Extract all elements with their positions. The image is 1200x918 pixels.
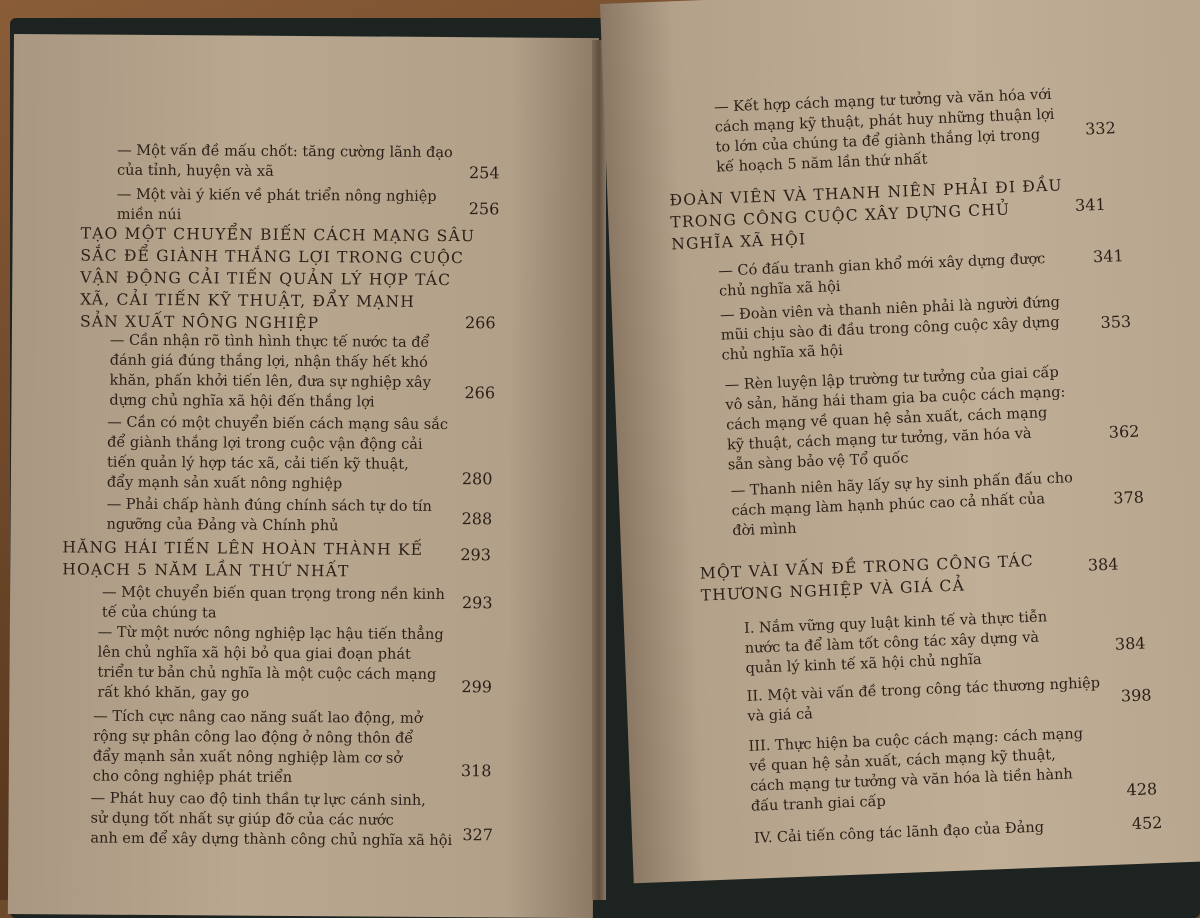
entry-text: — Đoàn viên và thanh niên phải là người đứng mũi chịu sào đi đầu trong công cuộc xây dựng chủ nghĩa xã hội: [719, 294, 1061, 364]
entry-text: — Có đấu tranh gian khổ mới xây dựng được chủ nghĩa xã hội: [718, 251, 1046, 300]
toc-section-heading: [62, 536, 491, 583]
toc-entry: [713, 84, 1117, 178]
entry-text: — Một vấn đề mấu chốt: tăng cường lãnh đạo của tỉnh, huyện và xã: [116, 142, 453, 180]
page-number: 256: [468, 199, 500, 219]
entry-text: — Một chuyển biến quan trọng trong nền kinh tế của chúng ta: [101, 584, 445, 622]
page-number: 266: [464, 383, 496, 403]
page-number: 254: [468, 163, 500, 183]
toc-section-heading: [80, 222, 501, 335]
page-number: 332: [1084, 118, 1117, 139]
entry-text: HĂNG HÁI TIẾN LÊN HOÀN THÀNH KẾ HOẠCH 5 NĂM LẦN THỨ NHẤT: [62, 538, 424, 581]
toc-entry: [724, 362, 1140, 476]
entry-text: II. Một vài vấn đề trong công tác thương nghiệp và giá cả: [746, 675, 1101, 725]
page-number: 288: [461, 509, 493, 529]
entry-text: III. Thực hiện ba cuộc cách mạng: cách mạng về quan hệ sản xuất, cách mạng kỹ thuật, cách mạng tư tưởng và văn hóa là tiền hành đấu tranh giai cấp: [748, 726, 1084, 815]
toc-section-heading: [700, 546, 1121, 606]
entry-text: — Phát huy cao độ tinh thần tự lực cánh sinh, sử dụng tốt nhất sự giúp đỡ của các nước anh em để xây dựng thành công chủ nghĩa xã hội: [90, 790, 453, 850]
right-page: [600, 0, 1200, 883]
page-number: 299: [461, 677, 493, 697]
entry-text: — Từ một nước nông nghiệp lạc hậu tiến thẳng lên chủ nghĩa xã hội bỏ qua giai đoạn phát triển tư bản chủ nghĩa là một cuộc cách mạng rất khó khăn, gay go: [97, 624, 444, 702]
toc-entry: [101, 583, 493, 626]
toc-entry: [92, 707, 492, 790]
toc-entry: [116, 141, 500, 184]
entry-text: ĐOÀN VIÊN VÀ THANH NIÊN PHẢI ĐI ĐẦU TRONG CÔNG CUỘC XÂY DỰNG CHỦ NGHĨA XÃ HỘI: [669, 176, 1064, 254]
entry-text: — Tích cực nâng cao năng suất lao động, mở rộng sự phân công lao động ở nông thôn để đẩy mạnh sản xuất nông nghiệp làm cơ sở cho công nghiệp phát triển: [92, 708, 423, 786]
book-gutter: [592, 40, 606, 900]
page-number: 341: [1092, 246, 1124, 267]
entry-text: — Thanh niên hãy lấy sự hy sinh phấn đấu cho cách mạng làm hạnh phúc cao cả nhất của đời mình: [730, 470, 1074, 540]
page-number: 353: [1100, 311, 1132, 333]
toc-entry: [730, 468, 1145, 542]
page-number: 362: [1108, 421, 1140, 442]
toc-section-heading: [669, 173, 1106, 255]
page-number: 452: [1131, 813, 1163, 834]
toc-entry: [106, 413, 493, 496]
page-number: 293: [461, 593, 493, 613]
toc-entry: [743, 605, 1146, 679]
page-number: 398: [1120, 685, 1152, 706]
page-number: 384: [1087, 554, 1119, 575]
entry-text: — Cần nhận rõ tình hình thực tế nước ta để đánh giá đúng thắng lợi, nhận thấy hết khó khăn, phấn khởi tiến lên, đưa sự nghiệp xây dựng chủ nghĩa xã hội đến thắng lợi: [109, 332, 431, 411]
entry-text: IV. Cải tiến công tác lãnh đạo của Đảng: [753, 819, 1045, 847]
entry-text: I. Nắm vững quy luật kinh tế và thực tiễn nước ta để làm tốt công tác xây dựng và quản lý kinh tế xã hội chủ nghĩa: [743, 609, 1048, 677]
toc-entry: [106, 495, 493, 538]
toc-entry: [90, 789, 494, 852]
page-number: 293: [460, 545, 491, 565]
page-number: 266: [464, 313, 496, 333]
toc-entry: [97, 623, 493, 706]
toc-entry: [719, 291, 1132, 366]
entry-text: — Phải chấp hành đúng chính sách tự do tín ngưỡng của Đảng và Chính phủ: [106, 496, 432, 535]
toc-entry: [116, 185, 500, 228]
toc-entry: [109, 331, 496, 414]
left-page: [8, 34, 599, 918]
entry-text: TẠO MỘT CHUYỂN BIẾN CÁCH MẠNG SÂU SẮC ĐỂ GIÀNH THẮNG LỢI TRONG CUỘC VẬN ĐỘNG CẢI TIẾN QUẢN LÝ HỢP TÁC XÃ, CẢI TIẾN KỸ THUẬT, ĐẨY MẠNH SẢN XUẤT NÔNG NGHIỆP: [79, 224, 476, 333]
entry-text: — Kết hợp cách mạng tư tưởng và văn hóa với cách mạng kỹ thuật, phát huy những thuận lợi to lớn của chúng ta để giành thắng lợi trong kế hoạch 5 năm lần thứ nhất: [713, 86, 1055, 176]
page-number: 384: [1114, 633, 1146, 654]
page-number: 378: [1112, 487, 1145, 508]
entry-text: — Một vài ý kiến về phát triển nông nghiệp miền núi: [116, 186, 437, 224]
toc-entry: [746, 673, 1152, 727]
entry-text: MỘT VÀI VẤN ĐỀ TRONG CÔNG TÁC THƯƠNG NGHIỆP VÀ GIÁ CẢ: [699, 551, 1035, 605]
toc-entry: [753, 813, 1163, 849]
entry-text: — Cần có một chuyển biến cách mạng sâu sắc để giành thắng lợi trong cuộc vận động cải tiến quản lý hợp tác xã, cải tiến kỹ thuật, đẩy mạnh sản xuất nông nghiệp: [106, 414, 449, 493]
page-number: 280: [461, 469, 493, 489]
toc-entry: [748, 723, 1158, 817]
page-number: 327: [462, 825, 494, 845]
entry-text: — Rèn luyện lập trường tư tưởng của giai cấp vô sản, hăng hái tham gia ba cuộc cách mạng: cách mạng về quan hệ sản xuất, cách mạng kỹ thuật, cách mạng tư tưởng, văn hóa và sẵn sàng bảo vệ Tổ quốc: [724, 364, 1066, 474]
page-number: 318: [460, 761, 492, 781]
page-number: 341: [1074, 194, 1106, 215]
page-number: 428: [1126, 779, 1158, 800]
